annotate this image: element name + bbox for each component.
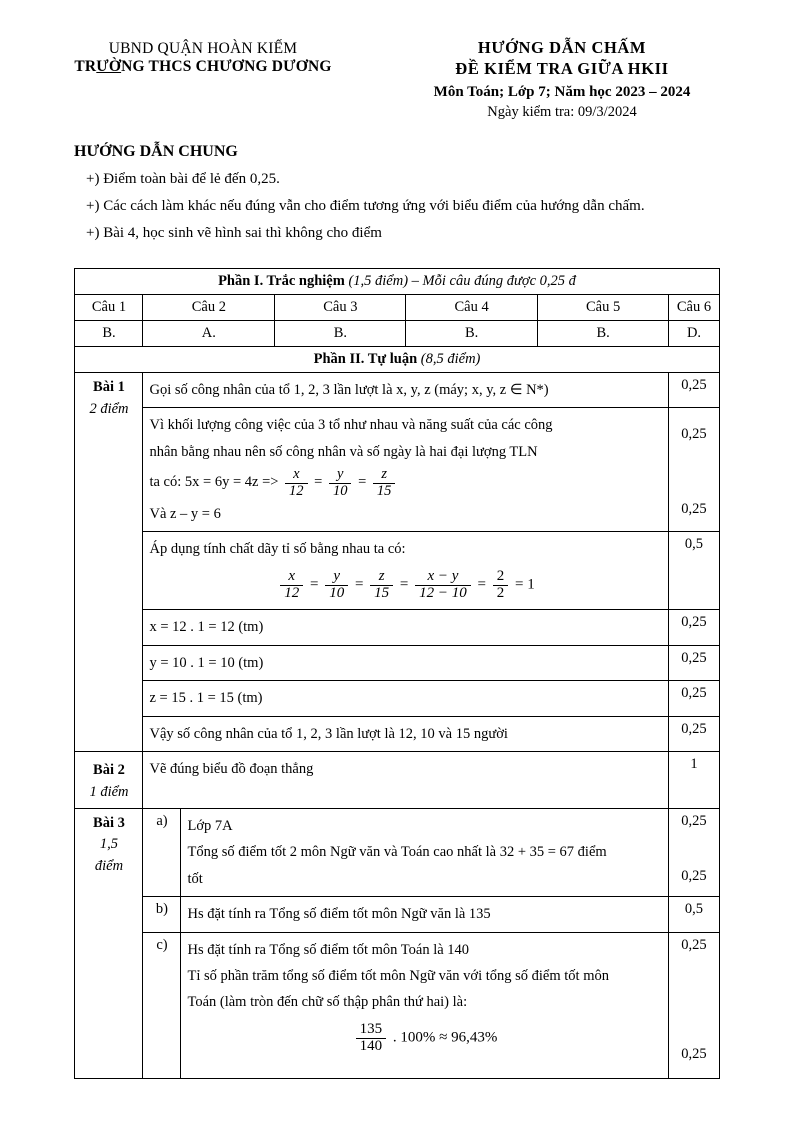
answer-6: D.: [669, 321, 719, 347]
fraction-z-15: $\frac{z}{15}$: [373, 467, 396, 498]
answer-5: B.: [596, 325, 610, 341]
table-row: [75, 932, 719, 1079]
guide-item-3: +) Bài 4, học sinh vẽ hình sai thì không cho điểm: [86, 225, 382, 241]
table-row: [75, 373, 719, 408]
fraction-2-2: $\frac{2}{2}$: [493, 569, 509, 602]
table-row: [75, 716, 719, 751]
answer-4: B.: [406, 321, 537, 346]
question-label-5: Câu 5: [585, 299, 621, 315]
bai3-content-c: Hs đặt tính ra Tổng số điểm tốt môn Toán là 140 Tỉ số phần trăm tổng số điểm tốt môn Ngữ văn với tổng số điểm tốt môn Toán (làm tròn đến chữ số thập phân thứ hai) là: $\frac{135}{140}$ . 100% ≈ 96,43%: [181, 932, 669, 1079]
answer-3: B.: [275, 321, 406, 346]
bai3-score-a1: 0,25: [681, 813, 707, 830]
table-row: [75, 295, 719, 321]
doc-date: Ngày kiểm tra: 09/3/2024: [487, 104, 637, 120]
bai3-score-a-cell: [669, 808, 719, 896]
guide-item-2: +) Các cách làm khác nếu đúng vẫn cho điểm tương ứng với biểu điểm của hướng dẫn chấm.: [86, 198, 645, 214]
answers-mid: [143, 321, 669, 347]
bai1-equation-tail: = 1: [514, 576, 535, 593]
bai1-score-2a: 0,25: [681, 425, 707, 442]
bai1-step-2: Vì khối lượng công việc của 3 tổ như nhau và năng suất của các công nhân bằng nhau nên số công nhân và số ngày là hai đại lượng TLN ta có: 5x = 6y = 4z => $\frac{x}{12}$ = $\frac{y}{10}$ = $\frac{z}{15}$ Và z – y = 6: [143, 408, 669, 532]
question-label-2: Câu 2: [143, 295, 274, 320]
part1-title: Phần I. Trắc nghiệm (1,5 điểm) – Mỗi câu đúng được 0,25 đ: [75, 269, 719, 295]
bai3-sub-a: a): [143, 808, 181, 896]
bai1-score-4: 0,25: [669, 610, 719, 645]
table-row: [75, 897, 719, 932]
school-name: TRƯỜNG THCS CHƯƠNG DƯƠNG: [74, 58, 332, 75]
fraction-x-12: $\frac{x}{12}$: [285, 467, 308, 498]
bai3-content-b: Hs đặt tính ra Tổng số điểm tốt môn Ngữ văn là 135: [181, 897, 669, 932]
bai1-score-2-cell: [669, 408, 719, 532]
question-label-1: Câu 1: [75, 295, 143, 321]
bai3-score-a2: 0,25: [681, 867, 707, 884]
table-row: [75, 347, 719, 373]
bai1-step-4: x = 12 . 1 = 12 (tm): [143, 610, 669, 645]
header-right-block: [368, 34, 756, 121]
guide-item-1: +) Điểm toàn bài để lẻ đến 0,25.: [86, 171, 280, 187]
table-row: [75, 681, 719, 716]
table-row: [75, 752, 719, 809]
bai2-score: 1: [669, 752, 719, 809]
bai3-score-c1: 0,25: [681, 937, 707, 954]
bai1-step-6: z = 15 . 1 = 15 (tm): [143, 681, 669, 716]
fraction-z-15b: $\frac{z}{15}$: [370, 569, 393, 602]
doc-subtitle: ĐỀ KIỂM TRA GIỮA HKII: [455, 59, 669, 78]
table-row: [75, 321, 719, 347]
bai1-step-1: Gọi số công nhân của tổ 1, 2, 3 lần lượt là x, y, z (máy; x, y, z ∈ N*): [143, 373, 669, 408]
school-authority: UBND QUẬN HOÀN KIẾM: [108, 40, 298, 57]
question-label-3: Câu 3: [275, 295, 406, 320]
fraction-x-12b: $\frac{x}{12}$: [280, 569, 303, 602]
bai1-score-2b: 0,25: [681, 501, 707, 518]
bai3-label-cell: Bài 3 1,5 điểm: [75, 808, 143, 1079]
bai1-equation: $\frac{x}{12}$ = $\frac{y}{10}$ = $\frac{z}{15}$ = $\frac{x - y}{12 - 10}$ = $\frac{2}{2}$ = 1: [149, 563, 662, 606]
bai1-step-3: Áp dụng tính chất dãy tỉ số bằng nhau ta có: $\frac{x}{12}$ = $\frac{y}{10}$ = $\frac{z}{15}$ = $\frac{x - y}{12 - 10}$ = $\frac{2}{2}$ = 1: [143, 532, 669, 610]
bai2-content: Vẽ đúng biểu đồ đoạn thẳng: [143, 752, 669, 809]
table-row: [75, 610, 719, 645]
bai3-formula-tail: . 100% ≈ 96,43%: [392, 1029, 498, 1046]
bai1-score-5: 0,25: [669, 645, 719, 680]
question-label-4: Câu 4: [406, 295, 537, 320]
table-row: [75, 808, 719, 896]
bai1-label-cell: Bài 1 2 điểm: [75, 373, 143, 752]
fraction-135-140: $\frac{135}{140}$: [356, 1022, 387, 1055]
bai3-score-c2: 0,25: [681, 1045, 707, 1062]
doc-subject: Môn Toán; Lớp 7; Năm học 2023 – 2024: [433, 84, 691, 100]
bai3-formula: [187, 1016, 662, 1059]
fraction-y-10: $\frac{y}{10}$: [329, 467, 352, 498]
bai1-step-7: Vậy số công nhân của tổ 1, 2, 3 lần lượt là 12, 10 và 15 người: [143, 716, 669, 751]
bai3-sub-c: c): [143, 932, 181, 1079]
bai3-score-b: 0,5: [669, 897, 719, 932]
answer-2: A.: [143, 321, 274, 346]
fraction-xy-diff: $\frac{x - y}{12 - 10}$: [415, 569, 471, 602]
question-label-6: Câu 6: [669, 295, 719, 321]
part2-title: Phần II. Tự luận (8,5 điểm): [75, 347, 719, 373]
bai2-label-cell: Bài 2 1 điểm: [75, 752, 143, 809]
table-row: [75, 408, 719, 532]
header-left-block: [38, 34, 368, 76]
bai3-content-a: Lớp 7A Tổng số điểm tốt 2 môn Ngữ văn và Toán cao nhất là 32 + 35 = 67 điểm tốt: [181, 808, 669, 896]
document-header: [38, 34, 756, 121]
table-row: [75, 269, 719, 295]
fraction-y-10b: $\frac{y}{10}$: [325, 569, 348, 602]
bai1-score-7: 0,25: [669, 716, 719, 751]
answer-1: B.: [75, 321, 143, 347]
bai1-score-3: 0,5: [669, 532, 719, 610]
doc-title: HƯỚNG DẪN CHẤM: [477, 38, 647, 57]
bai1-score-1: 0,25: [669, 373, 719, 408]
guide-title: HƯỚNG DẪN CHUNG: [74, 143, 238, 160]
table-row: [75, 532, 719, 610]
bai1-score-6: 0,25: [669, 681, 719, 716]
question-labels-mid: [143, 295, 669, 321]
table-row: [75, 645, 719, 680]
bai3-score-c-cell: [669, 932, 719, 1079]
bai1-step-5: y = 10 . 1 = 10 (tm): [143, 645, 669, 680]
bai3-sub-b: b): [143, 897, 181, 932]
answer-key-table: [74, 268, 719, 1079]
